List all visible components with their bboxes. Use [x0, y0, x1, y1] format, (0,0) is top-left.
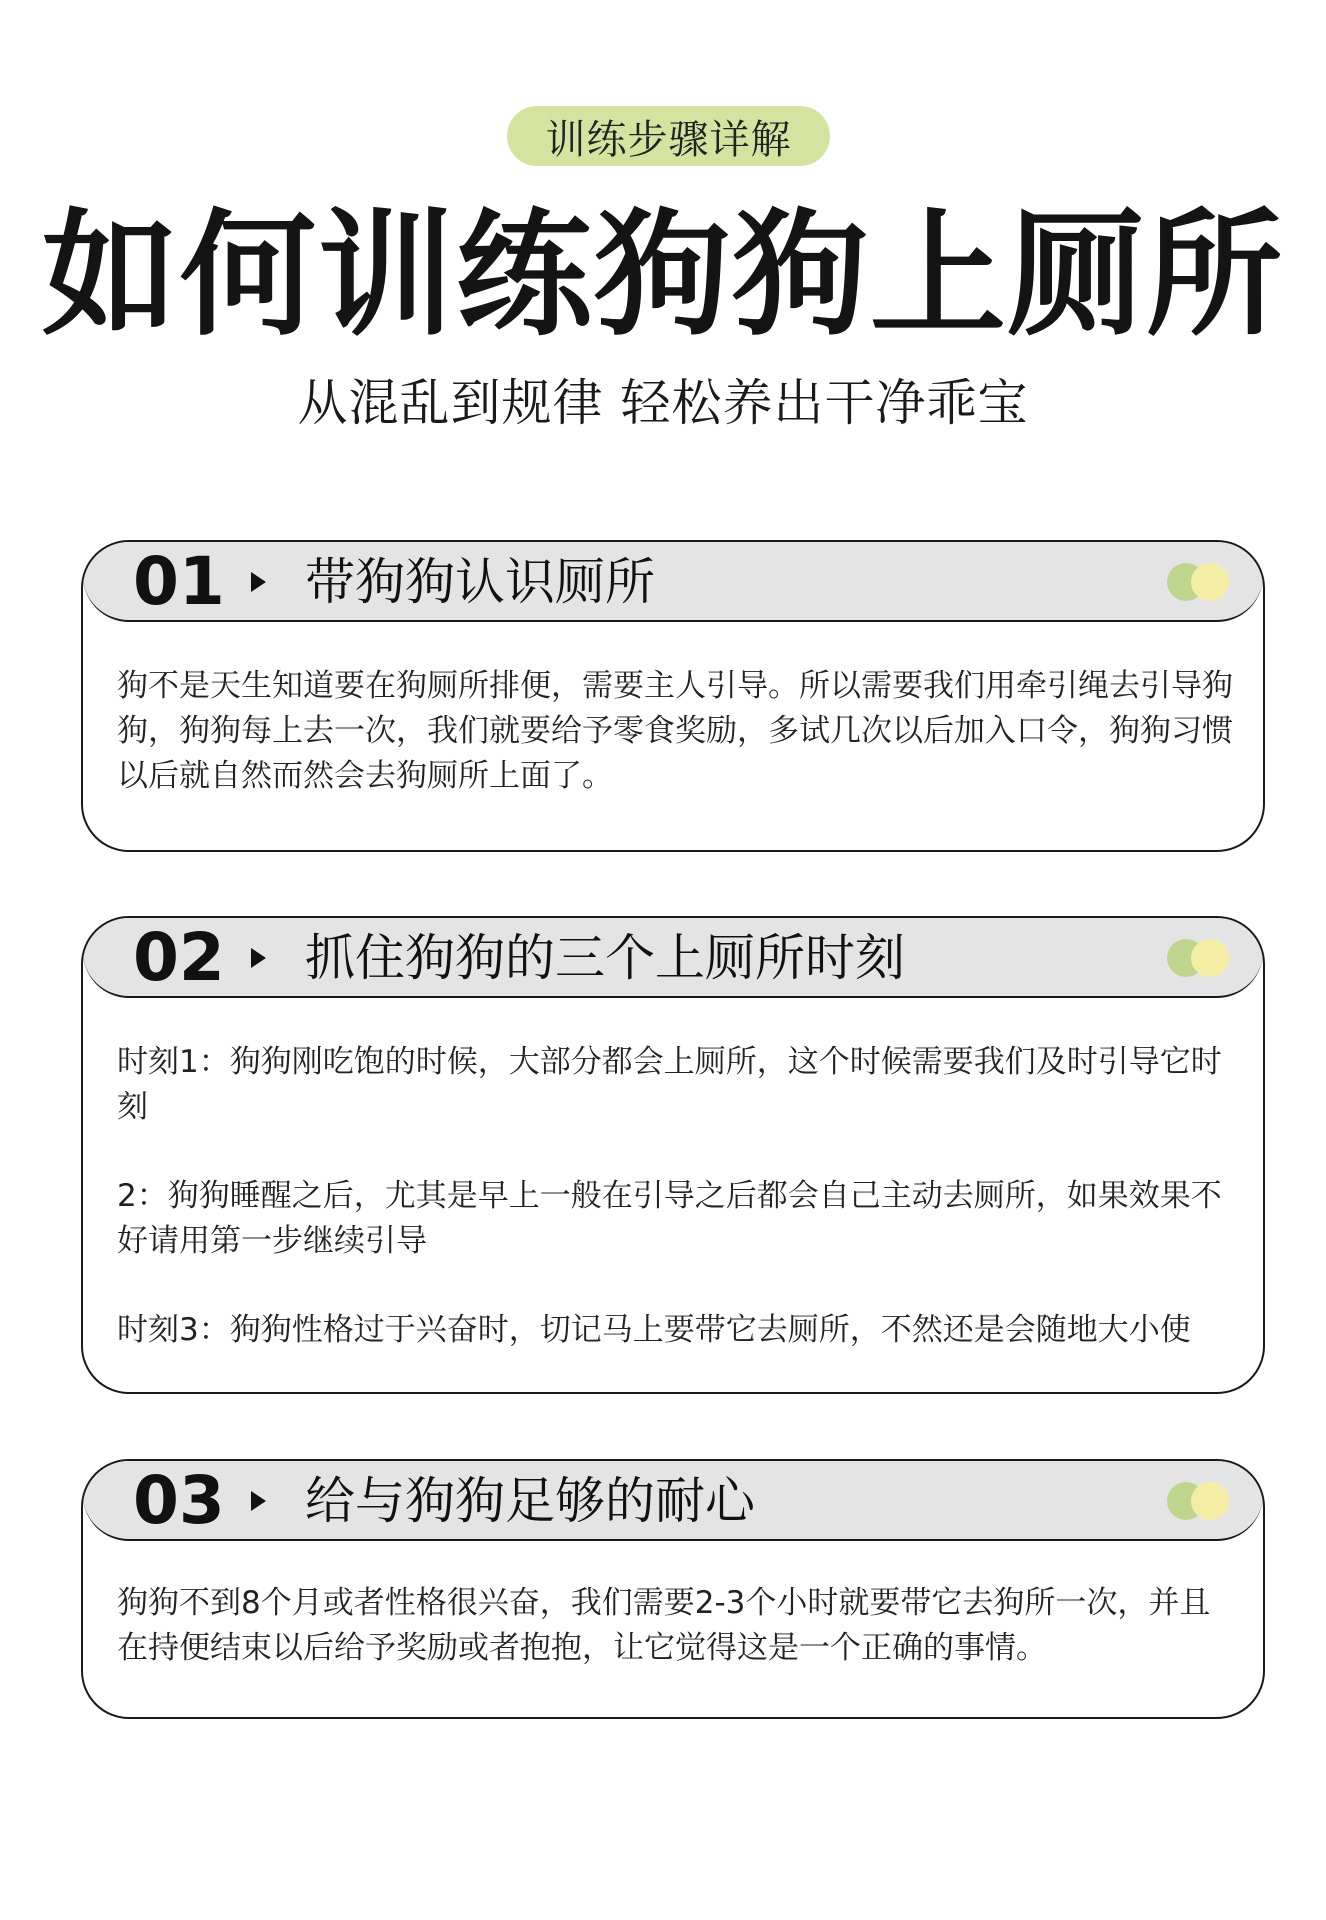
- section-tag: 训练步骤详解: [507, 106, 830, 166]
- page-subtitle: 从混乱到规律 轻松养出干净乖宝: [297, 374, 1029, 432]
- step-paragraph: 狗不是天生知道要在狗厕所排便，需要主人引导。所以需要我们用牵引绳去引导狗狗，狗狗每上去一次，我们就要给予零食奖励，多试几次以后加入口令，狗狗习惯以后就自然而然会去狗厕所上面了。: [117, 668, 1233, 794]
- decorative-dots-icon: [1167, 563, 1233, 601]
- step-number: 02: [133, 919, 225, 996]
- step-body: [83, 1541, 1263, 1671]
- decorative-dots-icon: [1167, 1482, 1233, 1520]
- step-paragraph: 狗狗不到8个月或者性格很兴奋，我们需要2-3个小时就要带它去狗所一次，并且在持便结束以后给予奖励或者抱抱，让它觉得这是一个正确的事情。: [117, 1585, 1211, 1666]
- play-arrow-icon: [251, 572, 266, 592]
- step-card-1: [81, 540, 1265, 852]
- yellow-dot-icon: [1191, 1482, 1229, 1520]
- step-paragraph: 2：狗狗睡醒之后，尤其是早上一般在引导之后都会自己主动去厕所，如果效果不好请用第一步继续引导: [117, 1178, 1222, 1259]
- step-body: [83, 622, 1263, 799]
- step-title: 抓住狗狗的三个上厕所时刻: [305, 929, 905, 987]
- step-card-header: [83, 918, 1263, 998]
- play-arrow-icon: [251, 1491, 266, 1511]
- step-paragraph: 时刻3：狗狗性格过于兴奋时，切记马上要带它去厕所，不然还是会随地大小使: [117, 1312, 1191, 1348]
- yellow-dot-icon: [1191, 939, 1229, 977]
- page-title: 如何训练狗狗上厕所: [42, 197, 1284, 355]
- yellow-dot-icon: [1191, 563, 1229, 601]
- step-title: 给与狗狗足够的耐心: [305, 1472, 755, 1530]
- step-body: [83, 998, 1263, 1353]
- step-number: 03: [133, 1462, 225, 1539]
- play-arrow-icon: [251, 948, 266, 968]
- step-paragraph: 时刻1：狗狗刚吃饱的时候，大部分都会上厕所，这个时候需要我们及时引导它时刻: [117, 1044, 1222, 1125]
- decorative-dots-icon: [1167, 939, 1233, 977]
- step-card-3: [81, 1459, 1265, 1719]
- step-card-header: [83, 1461, 1263, 1541]
- step-title: 带狗狗认识厕所: [305, 553, 655, 611]
- step-card-header: [83, 542, 1263, 622]
- step-number: 01: [133, 543, 225, 620]
- step-card-2: [81, 916, 1265, 1394]
